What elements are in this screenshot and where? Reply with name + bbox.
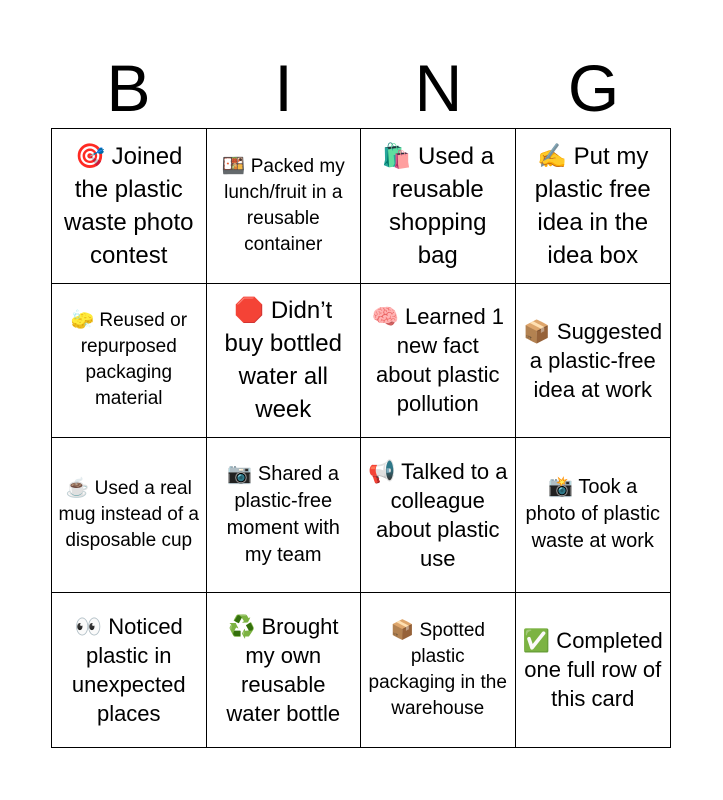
bingo-cell-text: ✍️ Put my plastic free idea in the idea box [534, 142, 651, 269]
bingo-cell-text: 📦 Spotted plastic packaging in the warehouse [368, 619, 507, 719]
bingo-cell[interactable] [361, 129, 516, 284]
title-letter-b: B [106, 51, 151, 125]
bingo-cell[interactable] [516, 593, 671, 748]
bingo-cell-text: 🛑 Didn’t buy bottled water all week [224, 297, 342, 424]
title-letter-g: G [567, 51, 620, 125]
bingo-cell-text: ✅ Completed one full row of this card [522, 628, 663, 712]
bingo-cell[interactable] [516, 129, 671, 284]
bingo-cell[interactable] [361, 284, 516, 439]
bingo-cell-text: 📸 Took a photo of plastic waste at work [525, 476, 661, 553]
bingo-cell-text: 📢 Talked to a colleague about plastic use [367, 458, 508, 571]
bingo-cell-text: 🍱 Packed my lunch/fruit in a reusable container [221, 155, 345, 255]
bingo-cell-text: 🧽 Reused or repurposed packaging material [70, 310, 188, 410]
bingo-cell[interactable] [207, 438, 362, 593]
bingo-card-grid [51, 128, 671, 748]
bingo-cell-text: ♻️ Brought my own reusable water bottle [226, 613, 341, 726]
bingo-cell-text: 🎯 Joined the plastic waste photo contest [64, 142, 194, 269]
bingo-cell[interactable] [52, 129, 207, 284]
bingo-cell[interactable] [361, 438, 516, 593]
bingo-cell[interactable] [207, 284, 362, 439]
bingo-cell[interactable] [207, 129, 362, 284]
bingo-cell[interactable] [516, 284, 671, 439]
bingo-cell-text: 👀 Noticed plastic in unexpected places [71, 613, 186, 726]
bingo-cell[interactable] [52, 593, 207, 748]
title-letter-i: I [274, 51, 293, 125]
bingo-cell-text: 🛍️ Used a reusable shopping bag [381, 142, 495, 269]
bingo-cell-text: 📦 Suggested a plastic-free idea at work [523, 318, 663, 402]
bingo-title [51, 48, 671, 128]
bingo-cell[interactable] [52, 284, 207, 439]
bingo-cell-text: ☕ Used a real mug instead of a disposable cup [58, 477, 199, 551]
bingo-cell[interactable] [361, 593, 516, 748]
bingo-cell[interactable] [516, 438, 671, 593]
bingo-cell[interactable] [207, 593, 362, 748]
title-letter-n: N [414, 51, 463, 125]
bingo-cell-text: 🧠 Learned 1 new fact about plastic pollution [371, 304, 505, 417]
bingo-cell[interactable] [52, 438, 207, 593]
bingo-cell-text: 📷 Shared a plastic-free moment with my team [226, 462, 340, 566]
